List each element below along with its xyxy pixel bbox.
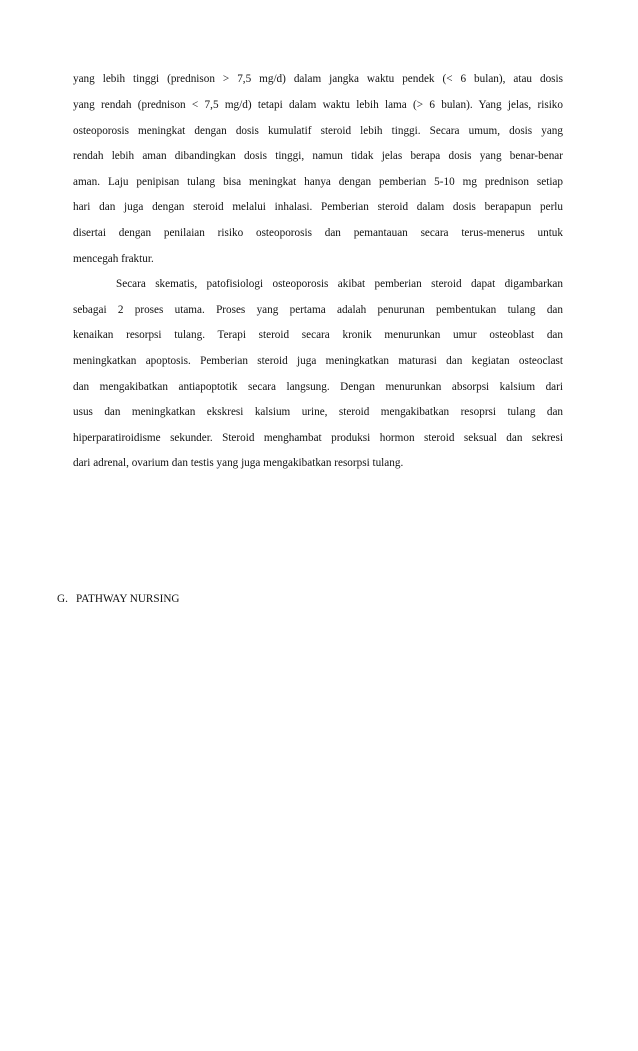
text-line: mencegah fraktur.	[73, 253, 154, 265]
section-heading	[57, 592, 180, 606]
section-number: G.	[57, 593, 68, 605]
text-line: rendah lebih aman dibandingkan dosis tinggi, namun tidak jelas berapa dosis yang benar-benar	[73, 150, 563, 162]
text-line: meningkatkan apoptosis. Pemberian steroid juga meningkatkan maturasi dan kegiatan osteoclast	[73, 355, 563, 367]
text-line: kenaikan resorpsi tulang. Terapi steroid secara kronik menurunkan umur osteoblast dan	[73, 329, 563, 341]
text-line: dan mengakibatkan antiapoptotik secara langsung. Dengan menurunkan absorpsi kalsium dari	[73, 381, 563, 393]
text-line: sebagai 2 proses utama. Proses yang pertama adalah penurunan pembentukan tulang dan	[73, 304, 563, 316]
text-line: usus dan meningkatkan ekskresi kalsium urine, steroid mengakibatkan resoprsi tulang dan	[73, 406, 563, 418]
text-line: disertai dengan penilaian risiko osteoporosis dan pemantauan secara terus-menerus untuk	[73, 227, 563, 239]
text-line: aman. Laju penipisan tulang bisa meningkat hanya dengan pemberian 5-10 mg prednison setiap	[73, 176, 563, 188]
text-line: dari adrenal, ovarium dan testis yang juga mengakibatkan resorpsi tulang.	[73, 457, 404, 469]
text-line: yang rendah (prednison < 7,5 mg/d) tetapi dalam waktu lebih lama (> 6 bulan). Yang jelas, risiko	[73, 99, 563, 111]
text-line: hiperparatiroidisme sekunder. Steroid menghambat produksi hormon steroid seksual dan sekresi	[73, 432, 563, 444]
section-title: PATHWAY NURSING	[76, 593, 180, 605]
text-line: hari dan juga dengan steroid melalui inhalasi. Pemberian steroid dalam dosis berapapun perlu	[73, 201, 563, 213]
text-line: osteoporosis meningkat dengan dosis kumulatif steroid lebih tinggi. Secara umum, dosis yang	[73, 125, 563, 137]
text-line: yang lebih tinggi (prednison > 7,5 mg/d) dalam jangka waktu pendek (< 6 bulan), atau dosis	[73, 73, 563, 85]
text-line: Secara skematis, patofisiologi osteoporosis akibat pemberian steroid dapat digambarkan	[116, 278, 563, 290]
